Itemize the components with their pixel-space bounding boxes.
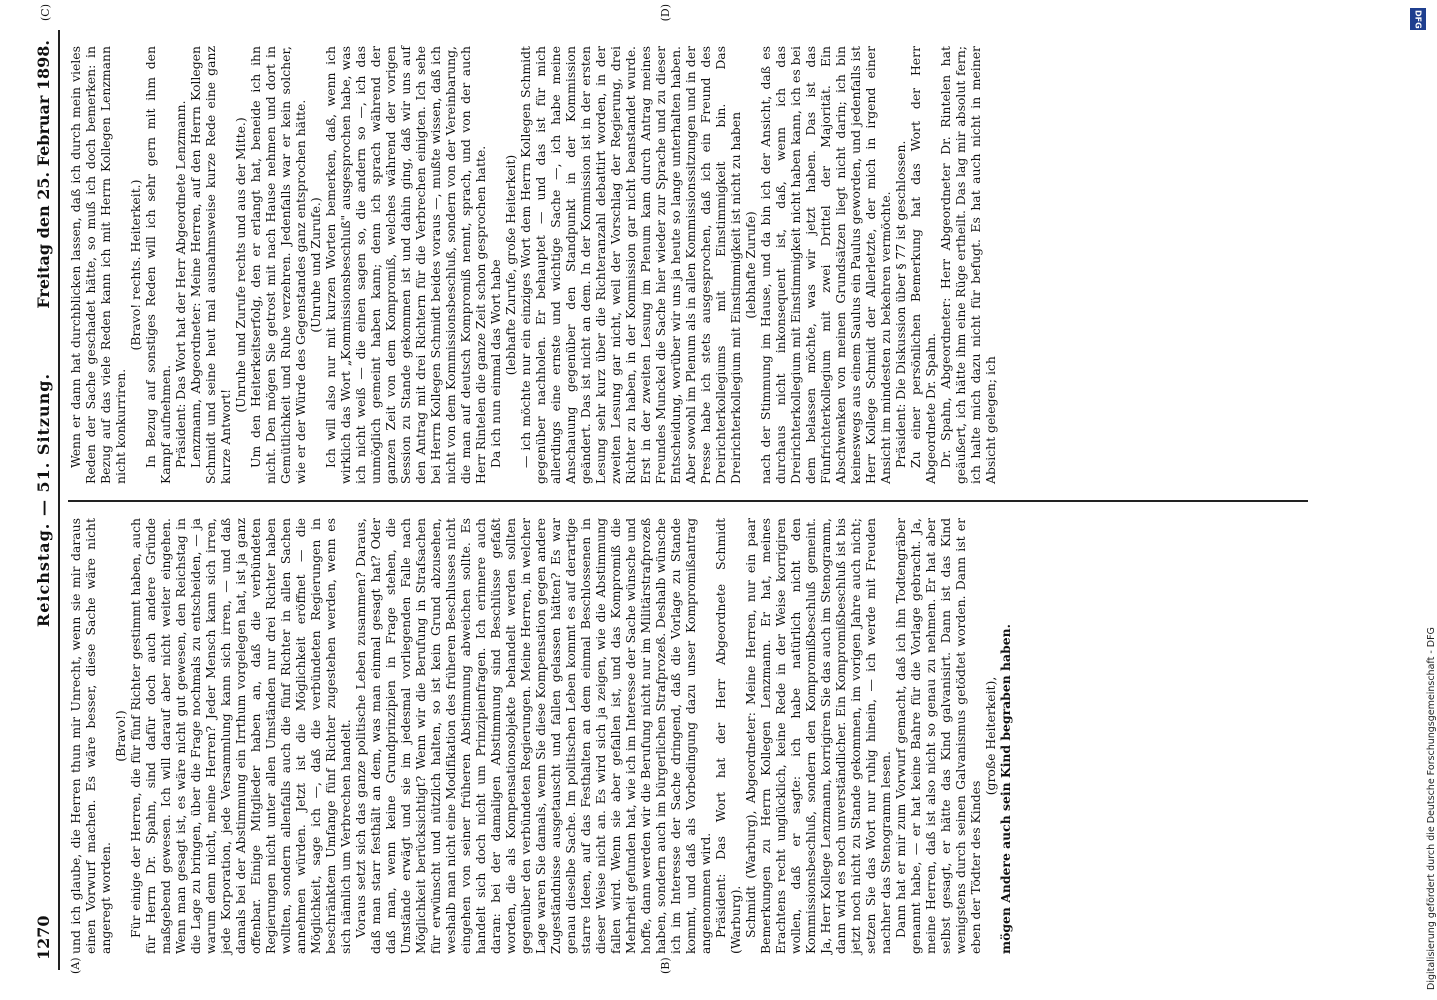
interjection: (lebhafte Zurufe)	[743, 211, 758, 319]
paragraph: Dann hat er mir zum Vorwurf gemacht, daß ich ihn Todtengräber genannt habe, — er hat keine Bahre für die Vorlage gebracht. Ja, meine Herren, daß ist also nicht so genau zu nehmen. Er hat aber selbst gesagt, er hätte das Kind galvanisirt. Dann ist das Kind wenigstens durch seinen Galvanismus getödtet worden. Dann ist er eben der Tödter des Kindes	[893, 518, 983, 954]
president-remark: Präsident: Das Wort hat der Herr Abgeordnete Lenzmann.	[173, 100, 188, 468]
paragraph: Für einige der Herren, die für fünf Richter gestimmt haben, auch für Herrn Dr. Spahn, sind dafür doch auch andere Gründe maßgebend gewesen. Ich will darauf aber nicht weiter eingehen. Wenn man gesagt ist, es wäre nicht gut gewesen, den Reichstag in die Lage zu bringen, über die Frage nochmals zu entscheiden, — ja warum denn nicht, meine Herren? Jeder Mensch kann sich irren, jede Korporation, jede Versammlung kann sich irren, — und daß damals bei der Abstimmung ein Irrthum vorgelegen hat, ist ja ganz offenbar. Einige Mitglieder haben an, daß die verbündeten Regierungen nicht unter allen Umständen nur drei Richter haben wollten, sondern allenfalls auch die fünf Richter in allen Sachen annehmen würden. Jetzt ist die Möglichkeit eröffnet — die Möglichkeit, sage ich —, daß die verbündeten Regierungen in beschränktem Umfange fünf Richter zugestehen werden, wenn es sich nämlich um Verbrechen handelt.	[128, 518, 353, 954]
digitization-credit: Digitalisierung gefördert durch die Deutsche Forschungsgemeinschaft - DFG	[1426, 627, 1437, 990]
page-title: Reichstag. — 51. Sitzung.	[34, 372, 53, 628]
page-number: 1270	[34, 915, 53, 960]
paragraph: nach der Stimmung im Hause, und da bin ich der Ansicht, daß es durchaus nicht inkonsequent ist, daß, wenn ich das Dreirichterkollegium mit Einstimmigkeit nicht haben kann, ich es bei dem belassen möchte, was wir jetzt haben. Das ist das Fünfrichterkollegium mit zwei Drittel der Majorität. Ein Abschwenken von meinen Grundsätzen liegt nicht darin; ich bin keineswegs aus einem Saulus ein Paulus geworden, und jedenfalls ist Herr Kollege Schmidt der Allerletzte, der mich in irgend einer Ansicht im mindesten zu bekehren vermöchte.	[758, 46, 893, 484]
paragraph: Voraus setzt sich das ganze politische Leben zusammen? Daraus, daß man starr festhält an dem, was man einmal gesagt hat? Oder daß man, wenn keine Grundprinzipien in Frage stehen, die Umstände erwägt und sie im jedesmal vorliegenden Falle nach Möglichkeit berücksichtigt? Wenn wir die Berufung in Strafsachen für erwünscht und nützlich halten, so ist kein Grund abzusehen, weshalb man nicht eine Modifikation des früheren Beschlusses nicht eingehen von seiner früheren Abstimmung abweichen sollte. Es handelt sich doch nicht um Prinzipienfragen. Ich erinnere auch daran: bei der damaligen Abstimmung sind Beschlüsse gefaßt worden, die als Kompensationsobjekte behandelt werden sollten gegenüber den verbündeten Regierungen. Meine Herren, in welcher Lage waren Sie damals, wenn Sie diese Kompensation gegen andere Zugeständnisse ausgetauscht und fallen gelassen hätten? Es war genau dieselbe Sache. Im politischen Leben kommt es auf derartige starre Ideen, auf das Festhalten an dem einmal Beschlossenen in dieser Weise nicht an. Es wird sich ja zeigen, wie die Abstimmung fallen wird. Wenn sie aber gefallen ist, und das Kompromiß die Mehrheit gefunden hat, wie ich im Interesse der Sache wünsche und hoffe, dann werden wir die Berufung nicht nur im Militärstrafprozeß haben, sondern auch im bürgerlichen Strafprozeß. Deshalb wünsche ich im Interesse der Sache dringend, daß die Vorlage zu Stande kommt, und daß als Vorbedingung dazu unser Kompromißantrag angenommen wird.	[353, 518, 713, 954]
marker-c: (C)	[39, 4, 52, 21]
interjection: (lebhafte Zurufe, große Heiterkeit)	[503, 154, 518, 376]
paragraph: mögen Andere auch sein Kind begraben haben.	[998, 624, 1013, 954]
paragraph: Zu einer persönlichen Bemerkung hat das Wort der Herr Abgeordnete Dr. Spahn.	[908, 46, 938, 484]
interjection: (Unruhe und Zurufe.)	[308, 197, 323, 333]
interjection: (Unruhe und Zurufe rechts und aus der Mitte.)	[233, 117, 248, 413]
paragraph: In Bezug auf sonstiges Reden will ich sehr gern mit ihm den Kampf aufnehmen.	[143, 46, 173, 484]
page-date: Freitag den 25. Februar 1898.	[34, 40, 53, 309]
paragraph: Um den Heiterkeitserfolg, den er erlangt hat, beneide ich ihn nicht. Den mögen Sie getrost mit nach Hause nehmen und dort in Gemütlichkeit und Ruhe verzehren. Jedenfalls war er kein solcher, wie er der Würde des Gegenstandes ganz entsprochen hätte.	[248, 46, 308, 484]
marker-d: (D)	[659, 4, 672, 22]
paragraph: Ich will also nur mit kurzen Worten bemerken, daß, wenn ich wirklich das Wort „Kommissionsbeschluß" ausgesprochen habe, was ich nicht weiß — die einen sagen so, die andern so —, ich das unmöglich gemeint haben kann; denn ich sprach während der ganzen Zeit von dem Kompromiß, welches während der vorigen Session zu Stande gekommen ist und dahin ging, daß wir uns auf den Antrag mit drei Richtern für die Verbrechen einigten. Ich sehe bei Herrn Kollegen Schmidt beides voraus —, mußte wissen, daß ich nicht von dem Kommissionsbeschluß, sondern von der Vereinbarung, die man auf deutsch Kompromiß nennt, sprach, und von der auch Herr Rintelen die ganze Zeit schon gesprochen hatte.	[323, 46, 488, 484]
interjection: (große Heiterkeit),	[983, 676, 998, 796]
president-remark: Präsident: Die Diskussion über § 77 ist geschlossen.	[893, 140, 908, 468]
paragraph: und ich glaube, die Herren thun mir Unrecht, wenn sie mir daraus einen Vorwurf machen. Es wäre besser, diese Sache wäre nicht angeregt worden.	[68, 518, 113, 954]
marker-a: (A)	[69, 957, 82, 974]
interjection: (Bravo!)	[113, 710, 128, 762]
left-column	[68, 500, 1308, 974]
speech-spahn: Dr. Spahn, Abgeordneter: Herr Abgeordneter Dr. Rintelen hat geäußert, ich hätte ihm eine Rüge ertheilt. Das lag mir absolut fern; ich halte mich dazu nicht für befugt. Es hat auch nicht in meiner Absicht gelegen; ich	[938, 46, 998, 484]
paragraph: Wenn er dann hat durchblicken lassen, daß ich durch mein vieles Reden der Sache geschadet hätte, so muß ich doch bemerken: in Bezug auf das viele Reden kann ich mit Herrn Kollegen Lenzmann nicht konkurriren.	[68, 46, 128, 484]
page-header	[32, 30, 60, 970]
marker-b: (B)	[659, 957, 672, 974]
paragraph: — ich möchte nur ein einziges Wort dem Herrn Kollegen Schmidt gegenüber nachholen. Er behauptet — und das ist für mich allerdings eine ernste und wichtige Sache —, ich habe meine Anschauung gegenüber den Standpunkt in der Kommission geändert. Das ist nicht an dem. In der Kommission ist in der ersten Lesung sehr kurz über die Richteranzahl debattirt worden, in der zweiten Lesung gar nicht, weil der Vorschlag der Regierung, drei Richter zu haben, in der Kommission gar nicht beanstandet wurde. Erst in der zweiten Lesung im Plenum kam durch Antrag meines Freundes Munckel die Sache hier wieder zur Sprache und zu dieser Entscheidung, worüber wir uns ja heute so lange unterhalten haben. Aber sowohl im Plenum als in allen Kommissionssitzungen und in der Presse habe ich stets ausgesprochen, daß ich ein Freund des Dreirichterkollegiums mit Einstimmigkeit bin. Das Dreirichterkollegium mit Einstimmigkeit ist nicht zu haben	[518, 46, 743, 484]
paragraph: Da ich nun einmal das Wort habe	[488, 259, 503, 468]
interjection: (Bravo! rechts. Heiterkeit.)	[128, 179, 143, 351]
speech-lenzmann: Lenzmann, Abgeordneter: Meine Herren, auf den Herrn Kollegen Schmidt und seine heut mal ausnahmsweise kurze Rede eine ganz kurze Antwort!	[188, 46, 233, 484]
speech-schmidt: Schmidt (Warburg), Abgeordneter: Meine Herren, nur ein paar Bemerkungen zu Herrn Kollegen Lenzmann. Er hat, meines Erachtens recht unglücklich, keine Rede in der Weise korrigiren wollen, daß er sagte: ich habe natürlich nicht den Kommissionsbeschluß, sondern den Kompromißbeschluß gemeint. Ja, Herr Kollege Lenzmann, korrigiren Sie das auch im Stenogramm, dann wird es noch unverständlicher. Ein Kompromißbeschluß ist bis jetzt noch nicht zu Stande gekommen, im vorigen Jahre auch nicht; setzen Sie das Wort nur ruhig hinein, — ich werde mit Freuden nachher das Stenogramm lesen.	[743, 518, 893, 954]
president-remark: Präsident: Das Wort hat der Herr Abgeordnete Schmidt (Warburg).	[713, 518, 743, 954]
dfg-logo: DFG	[1410, 8, 1426, 30]
margin-strip	[1404, 0, 1437, 1000]
